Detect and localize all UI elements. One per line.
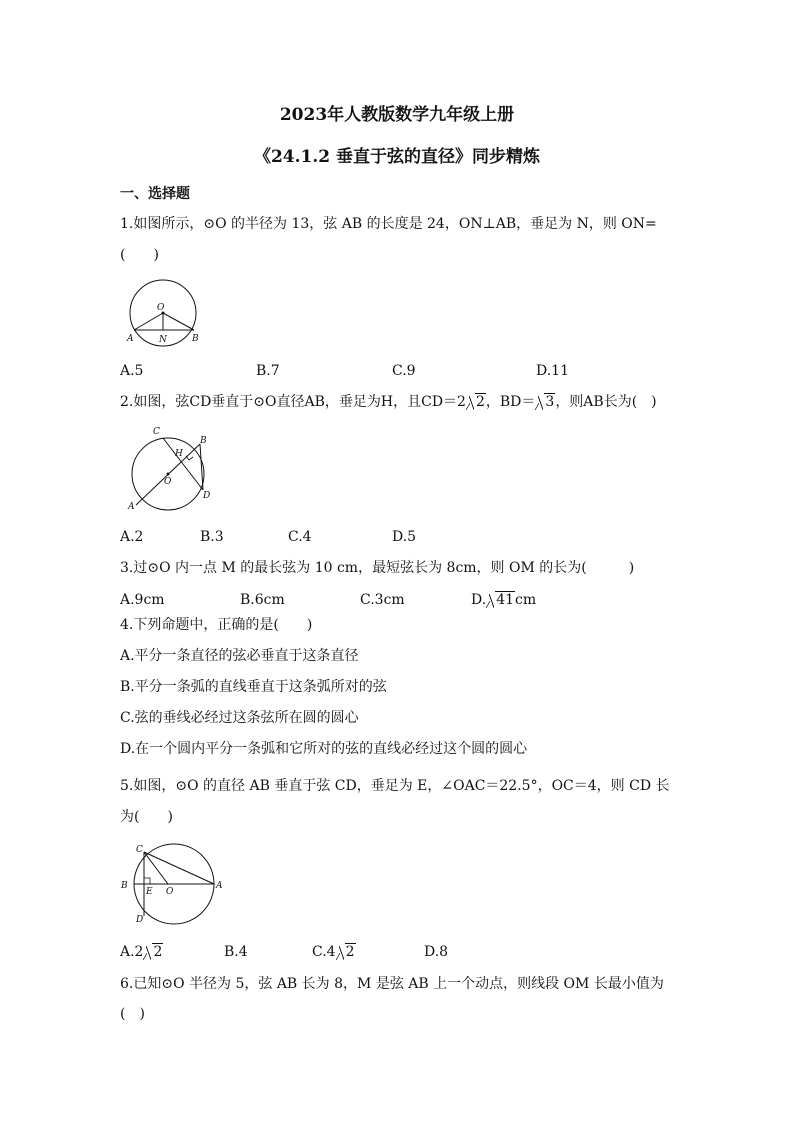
label-o: O [166, 887, 174, 897]
q3-option-d-unit: cm [515, 592, 537, 608]
question-1-stem-cont: ( ) [120, 247, 159, 263]
q5-option-c-prefix: C.4 [312, 944, 336, 960]
question-6-stem: 6.已知⊙O 半径为 5，弦 AB 长为 8，M 是弦 AB 上一个动点，则线段 OM 长最小值为 [120, 976, 664, 992]
section-heading: 一、选择题 [120, 186, 190, 202]
q5-option-d: D.8 [424, 944, 449, 960]
label-a: A [128, 502, 135, 512]
question-1-stem: 1.如图所示，⊙O 的半径为 13，弦 AB 的长度是 24，ON⊥AB，垂足为 N，则 ON= [120, 216, 657, 232]
q2-stem-mid: ，BD＝ [485, 394, 536, 410]
q2-option-c: C.4 [288, 529, 312, 545]
question-1-figure [118, 278, 208, 350]
radicand: 41 [496, 592, 515, 608]
q4-option-d: D.在一个圆内平分一条弧和它所对的弦的直线必经过这个圆的圆心 [120, 741, 528, 757]
question-5-stem: 5.如图，⊙O 的直径 AB 垂直于弦 CD，垂足为 E，∠OAC＝22.5°，OC＝4，则 CD 长 [120, 778, 670, 794]
q1-option-a: A.5 [120, 363, 144, 379]
label-c: C [153, 427, 160, 437]
label-d: D [136, 915, 144, 925]
question-3-stem: 3.过⊙O 内一点 M 的最长弦为 10 cm，最短弦长为 8cm，则 OM 的长为( ) [120, 560, 635, 576]
q3-option-d [471, 590, 536, 610]
page-title: 2023年人教版数学九年级上册 [279, 105, 515, 125]
question-4-stem: 4.下列命题中，正确的是( ) [120, 617, 313, 633]
q3-option-d-prefix: D. [471, 592, 487, 608]
label-o: O [164, 477, 172, 487]
q2-option-b: B.3 [200, 529, 224, 545]
label-d: D [203, 491, 211, 501]
label-b: B [121, 881, 128, 891]
radicand: 3 [545, 394, 555, 410]
sqrt-41 [486, 590, 515, 610]
radicand: 2 [345, 944, 355, 960]
page-subtitle: 《24.1.2 垂直于弦的直径》同步精炼 [253, 147, 541, 167]
radicand: 2 [153, 944, 163, 960]
sqrt-3 [535, 392, 555, 412]
label-o: O [157, 303, 165, 313]
sqrt-2 [466, 392, 486, 412]
label-a: A [127, 334, 134, 344]
sqrt-2 [336, 942, 356, 962]
sqrt-2 [143, 942, 163, 962]
q3-option-c: C.3cm [360, 592, 405, 608]
question-5-figure [118, 838, 228, 928]
q1-option-b: B.7 [256, 363, 280, 379]
q1-option-d: D.11 [536, 363, 569, 379]
question-2-stem [120, 392, 657, 412]
q3-option-a: A.9cm [120, 592, 165, 608]
q5-option-a-prefix: A.2 [120, 944, 144, 960]
q2-option-d: D.5 [392, 529, 417, 545]
radicand: 2 [475, 394, 485, 410]
label-a: A [216, 881, 223, 891]
question-5-stem-cont: 为( ) [120, 809, 173, 825]
label-c: C [136, 845, 143, 855]
q3-option-b: B.6cm [240, 592, 285, 608]
q4-option-a: A.平分一条直径的弦必垂直于这条直径 [120, 648, 359, 664]
label-h: H [175, 449, 183, 459]
label-n: N [159, 335, 167, 345]
q2-stem-pre: 2.如图，弦CD垂直于⊙O直径AB，垂足为H，且CD＝2 [120, 394, 466, 410]
q4-option-b: B.平分一条弧的直线垂直于这条弧所对的弦 [120, 679, 387, 695]
q5-option-c [312, 942, 356, 962]
label-e: E [146, 887, 153, 897]
label-b: B [200, 436, 207, 446]
label-b: B [192, 334, 199, 344]
q2-stem-post: ，则AB长为( ) [555, 394, 657, 410]
q1-option-c: C.9 [392, 363, 416, 379]
q4-option-c: C.弦的垂线必经过这条弦所在圆的圆心 [120, 710, 359, 726]
question-6-stem-cont: ( ) [120, 1006, 145, 1022]
q5-option-a [120, 942, 163, 962]
q5-option-b: B.4 [224, 944, 248, 960]
q2-option-a: A.2 [120, 529, 144, 545]
question-2-figure [120, 422, 220, 514]
